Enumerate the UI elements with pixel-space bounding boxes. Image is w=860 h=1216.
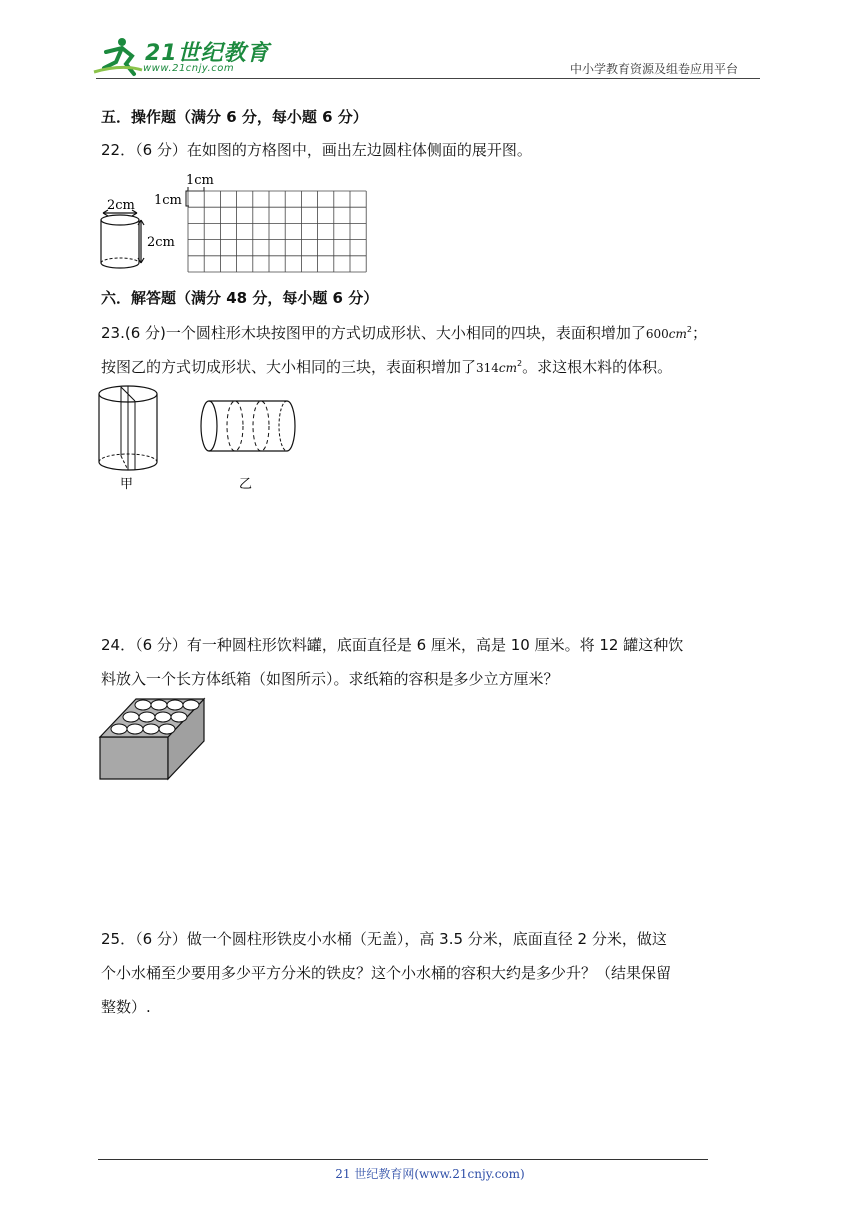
question-23-text-a: 23.(6 分)一个圆柱形木块按图甲的方式切成形状、大小相同的四块，表面积增加了 xyxy=(101,324,646,342)
question-25-line2: 个小水桶至少要用多少平方分米的铁皮？这个小水桶的容积大约是多少升？（结果保留 xyxy=(101,964,672,982)
can-top xyxy=(159,724,175,734)
can-top xyxy=(123,712,139,722)
logo-text: 21世纪教育 xyxy=(145,41,270,66)
section5-title: 五．操作题（满分 6 分，每小题 6 分） xyxy=(101,108,368,126)
value-600: 600 xyxy=(645,327,669,341)
height-label: 2cm xyxy=(147,235,175,250)
can-box-figure xyxy=(98,697,206,781)
header-divider xyxy=(96,78,760,79)
can-top xyxy=(139,712,155,722)
logo-url: www.21cnjy.com xyxy=(143,63,235,74)
cylinder-grid-figure xyxy=(97,170,369,274)
question-22: 22．（6 分）在如图的方格图中，画出左边圆柱体侧面的展开图。 xyxy=(101,141,532,159)
question-23-text-b: ； xyxy=(691,324,707,342)
can-top xyxy=(167,700,183,710)
can-top xyxy=(171,712,187,722)
can-top xyxy=(111,724,127,734)
value-314: 314 xyxy=(476,361,499,375)
question-24-line1: 24．（6 分）有一种圆柱形饮料罐，底面直径是 6 厘米，高是 10 厘米。将 12 罐这种饮 xyxy=(101,636,684,654)
question-23-text-c: 按图乙的方式切成形状、大小相同的三块，表面积增加了 xyxy=(101,358,477,376)
can-top xyxy=(183,700,199,710)
question-24-line2: 料放入一个长方体纸箱（如图所示）。求纸箱的容积是多少立方厘米？ xyxy=(101,670,559,688)
question-23-text-d: 。求这根木料的体积。 xyxy=(522,358,673,376)
square-grid xyxy=(188,191,366,272)
diameter-label: 2cm xyxy=(107,198,135,213)
footer-divider xyxy=(98,1159,708,1160)
grid-width-label: 1cm xyxy=(186,173,214,188)
question-23-line1: 23.(6 分)一个圆柱形木块按图甲的方式切成形状、大小相同的四块，表面积增加了$600cm^2$； xyxy=(101,324,707,342)
question-23-line2: 按图乙的方式切成形状、大小相同的三块，表面积增加了$314cm^2$。求这根木料的体积。 xyxy=(101,358,673,376)
footer-text: 21 世纪教育网(www.21cnjy.com) xyxy=(335,1167,525,1181)
label-jia: 甲 xyxy=(120,477,134,490)
can-top xyxy=(143,724,159,734)
question-25-line1: 25．（6 分）做一个圆柱形铁皮小水桶（无盖），高 3.5 分米，底面直径 2 分米，做这 xyxy=(101,930,667,948)
cylinder-drawing xyxy=(101,210,144,268)
cut-cylinders-figure xyxy=(96,382,301,490)
section6-title: 六．解答题（满分 48 分，每小题 6 分） xyxy=(101,289,379,307)
unit-cm-2: cm xyxy=(498,361,518,375)
can-top xyxy=(151,700,167,710)
label-yi: 乙 xyxy=(239,477,253,490)
grid-height-label: 1cm xyxy=(154,193,182,208)
cylinder-jia xyxy=(99,386,157,470)
cylinder-yi xyxy=(201,401,295,451)
can-top xyxy=(127,724,143,734)
unit-cm: cm xyxy=(668,327,687,341)
header-platform-text: 中小学教育资源及组卷应用平台 xyxy=(570,62,739,76)
can-top xyxy=(155,712,171,722)
question-25-line3: 整数）. xyxy=(101,998,151,1016)
can-top xyxy=(135,700,151,710)
